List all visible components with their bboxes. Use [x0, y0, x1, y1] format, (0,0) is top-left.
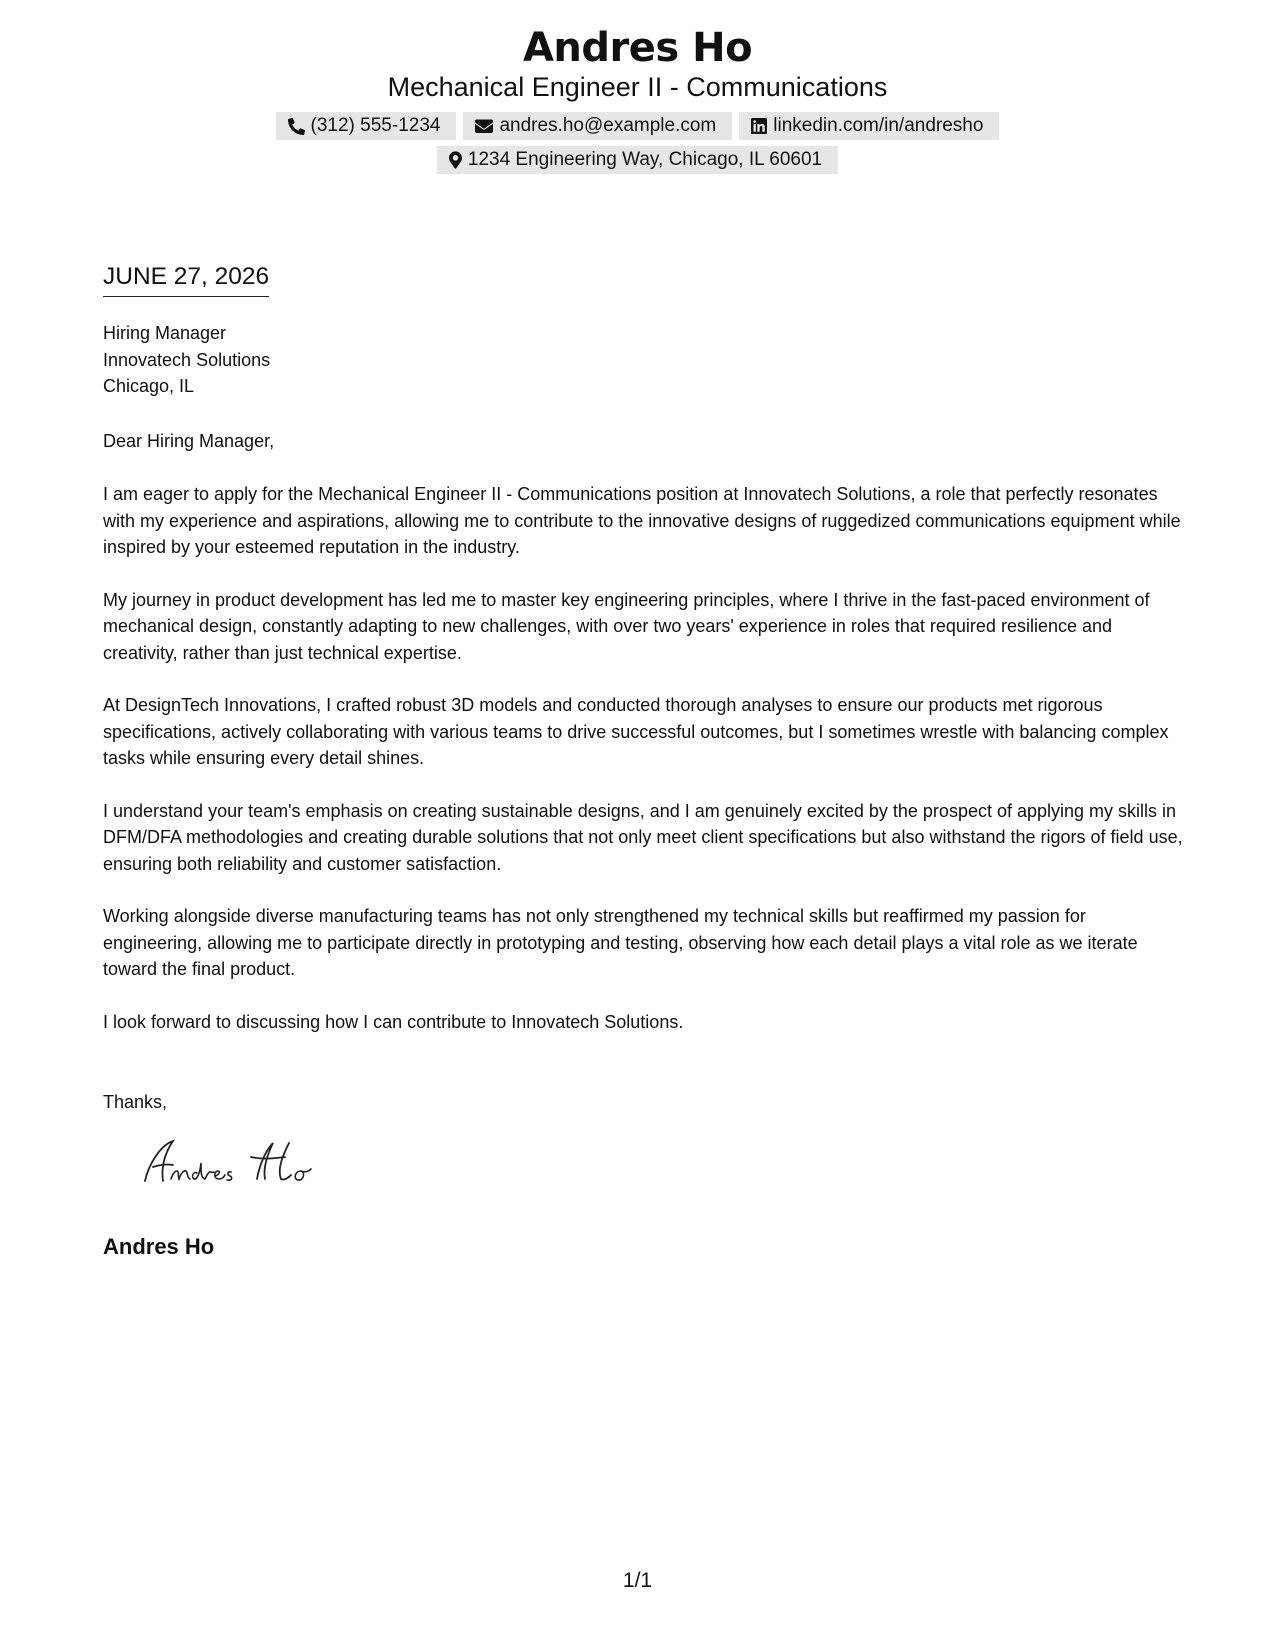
- recipient-company: Innovatech Solutions: [103, 349, 271, 370]
- map-pin-icon: [449, 151, 462, 169]
- phone-icon: [288, 118, 305, 135]
- recipient-title: Hiring Manager: [103, 323, 227, 343]
- linkedin-chip[interactable]: [739, 112, 999, 140]
- paragraph: At DesignTech Innovations, I crafted robust 3D models and conducted thorough analyses to ensure our products met rigorous specifications, actively collaborating with various teams to drive successful outcomes, but I sometimes wrestle with balancing complex tasks while ensuring every detail shines.: [103, 695, 1169, 768]
- envelope-icon: [475, 119, 493, 134]
- email-chip[interactable]: [463, 112, 732, 140]
- contact-row: [0, 112, 1275, 140]
- address-text: 1234 Engineering Way, Chicago, IL 60601: [467, 149, 823, 170]
- letter-date: JUNE 27, 2026: [103, 261, 269, 297]
- signed-name: Andres Ho: [103, 1234, 215, 1259]
- paragraph: I understand your team's emphasis on creating sustainable designs, and I am genuinely excited by the prospect of applying my skills in DFM/DFA methodologies and creating durable solutions that not only meet client specifications but also withstand the rigors of field use, ensuring both reliability and customer satisfaction.: [103, 800, 1183, 874]
- page-number: 1/1: [622, 1569, 653, 1592]
- paragraph: I look forward to discussing how I can contribute to Innovatech Solutions.: [103, 1011, 684, 1032]
- paragraph: I am eager to apply for the Mechanical Engineer II - Communications position at Innovatech Solutions, a role that perfectly resonates with my experience and aspirations, allowing me to contribute to the innovative designs of ruggedized communications equipment while inspired by your esteemed reputation in the industry.: [103, 484, 1181, 557]
- phone-text: (312) 555-1234: [310, 115, 441, 136]
- applicant-role: Mechanical Engineer II - Communications: [387, 72, 888, 102]
- paragraph: My journey in product development has led me to master key engineering principles, where I thrive in the fast-paced environment of mechanical design, constantly adapting to new challenges, with over two years' experience in roles that required resilience and creativity, rather than just technical expertise.: [103, 589, 1150, 663]
- applicant-name: Andres Ho: [522, 25, 753, 71]
- linkedin-text: linkedin.com/in/andresho: [773, 115, 984, 136]
- phone-chip: [276, 112, 457, 140]
- salutation: Dear Hiring Manager,: [103, 431, 275, 451]
- letter-paragraphs: [103, 481, 1183, 1061]
- recipient-block: [103, 320, 270, 400]
- closing: Thanks,: [103, 1092, 168, 1112]
- letter-header: [0, 22, 1275, 174]
- address-chip: [437, 146, 838, 174]
- linkedin-icon: [751, 118, 767, 134]
- paragraph: Working alongside diverse manufacturing teams has not only strengthened my technical skills but reaffirmed my passion for engineering, allowing me to participate directly in prototyping and testing, observing how each detail plays a vital role as we iterate toward the final product.: [103, 906, 1138, 979]
- recipient-location: Chicago, IL: [103, 376, 195, 396]
- email-text: andres.ho@example.com: [499, 115, 717, 136]
- handwritten-signature: [139, 1133, 339, 1201]
- address-row: [0, 146, 1275, 174]
